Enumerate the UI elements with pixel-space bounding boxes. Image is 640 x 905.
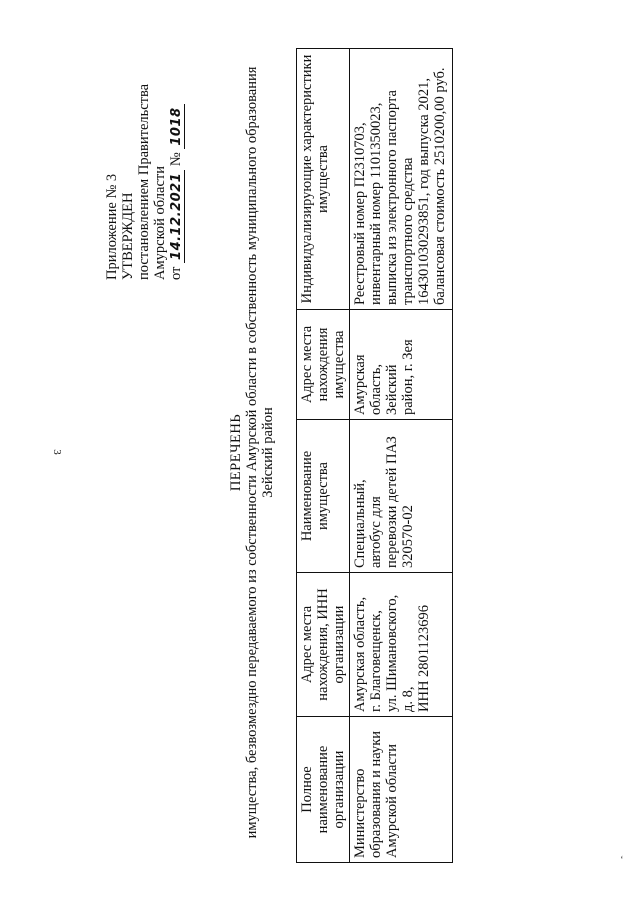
- approved-label: УТВЕРЖДЕН: [120, 192, 136, 280]
- date-prefix: от: [168, 266, 184, 280]
- header-org-address: Адрес места нахождения, ИНН организации: [297, 573, 350, 717]
- cell-org-address: Амурская область, г. Благовещенск, ул. Шимановского, д. 8, ИНН 2801123696: [350, 573, 453, 717]
- title-block: [228, 0, 276, 905]
- page-number: 3: [50, 449, 63, 455]
- number-handwritten: 1018: [169, 104, 185, 148]
- title-line-1: имущества, безвозмездно передаваемого из собственности Амурской области в собственность муниципального образования: [244, 66, 260, 839]
- property-table: [296, 48, 453, 863]
- approval-date-line: [168, 10, 185, 280]
- number-prefix: №: [168, 152, 184, 167]
- document-heading: ПЕРЕЧЕНЬ: [228, 413, 244, 492]
- approval-line-2: Амурской области: [152, 166, 168, 280]
- cell-property-name: Специальный, автобус для перевозки детей ПАЗ 320570-02: [350, 420, 453, 573]
- approval-line-1: постановлением Правительства: [136, 83, 152, 280]
- table-row: [350, 49, 453, 863]
- cell-org-name: Министерство образования и науки Амурской области: [350, 717, 453, 863]
- pen-mark: ʻ: [620, 854, 624, 866]
- title-line-2: Зейский район: [260, 407, 276, 498]
- approval-block: [104, 10, 185, 280]
- header-property-address: Адрес места нахождения имущества: [297, 310, 350, 420]
- cell-property-address: Амурская область, Зейский район, г. Зея: [350, 310, 453, 420]
- header-property-name: Наименование имущества: [297, 420, 350, 573]
- appendix-label: Приложение № 3: [104, 173, 120, 280]
- date-handwritten: 14.12.2021: [169, 170, 185, 263]
- header-characteristics: Индивидуализирующие характеристики имущества: [297, 49, 350, 310]
- header-org-name: Полное наименование организации: [297, 717, 350, 863]
- cell-characteristics: Реестровый номер П2310703, инвентарный номер 1101350023, выписка из электронного паспорта транспортного средства 164301030293851, год выпуска 2021, балансовая стоимость 2510200,00 руб.: [350, 49, 453, 310]
- table-header-row: [297, 49, 350, 863]
